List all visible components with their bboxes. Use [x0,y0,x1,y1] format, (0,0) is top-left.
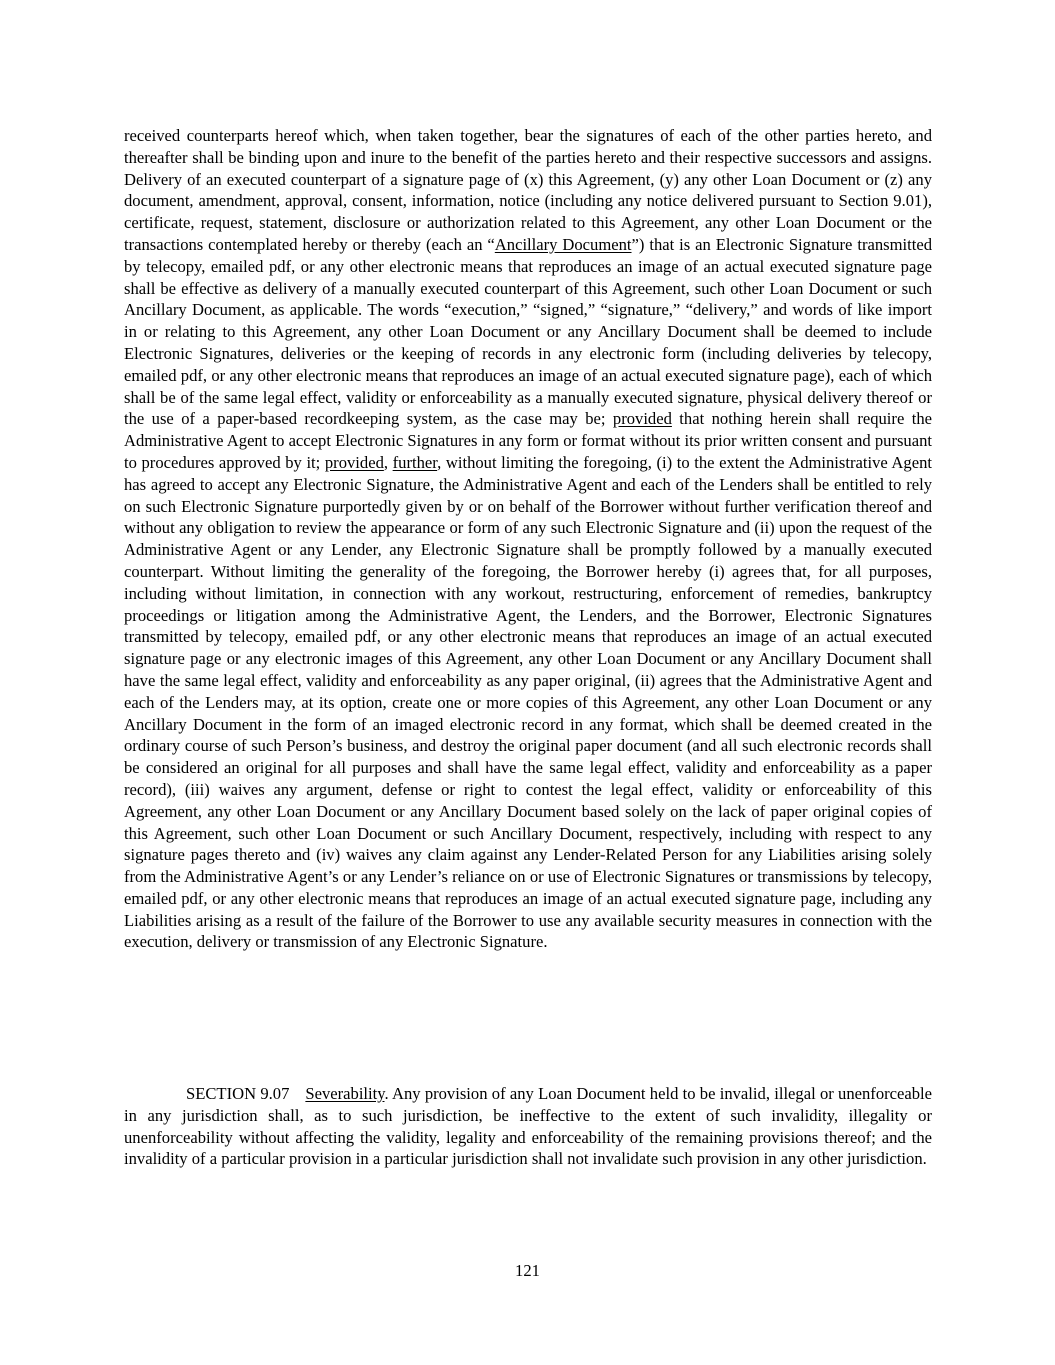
paragraph-text: , without limiting the foregoing, (i) to the extent the Administrative Agent has agreed to accept any Electronic Signature, the Administrative Agent and each of the Lenders shall be entitled to rely on such Electronic Signature purportedly given by or on behalf of the Borrower without further verification thereof and without any obligation to review the appearance or form of any such Electronic Signature and (ii) upon the request of the Administrative Agent or any Lender, any Electronic Signature shall be promptly followed by a manually executed counterpart. Without limiting the generality of the foregoing, the Borrower hereby (i) agrees that, for all purposes, including without limitation, in connection with any workout, restructuring, enforcement of remedies, bankruptcy proceedings or litigation among the Administrative Agent, the Lenders, and the Borrower, Electronic Signatures transmitted by telecopy, emailed pdf, or any other electronic means that reproduces an image of an actual executed signature page or any electronic images of this Agreement, any other Loan Document or any Ancillary Document shall have the same legal effect, validity and enforceability as any paper original, (ii) agrees that the Administrative Agent and each of the Lenders may, at its option, create one or more copies of this Agreement, any other Loan Document or any Ancillary Document in the form of an imaged electronic record in any format, which shall be deemed created in the ordinary course of such Person’s business, and destroy the original paper document (and all such electronic records shall be considered an original for all purposes and shall have the same legal effect, validity and enforceability as a paper record), (iii) waives any argument, defense or right to contest the legal effect, validity or enforceability of this Agreement, any other Loan Document or any Ancillary Document based solely on the lack of paper original copies of this Agreement, such other Loan Document or such Ancillary Document, respectively, including with respect to any signature pages thereto and (iv) waives any claim against any Lender-Related Person for any Liabilities arising solely from the Administrative Agent’s or any Lender’s reliance on or use of Electronic Signatures or transmissions by telecopy, emailed pdf, or any other electronic means that reproduces an image of an actual executed signature page, including any Liabilities arising as a result of the failure of the Borrower to use any available security measures in connection with the execution, delivery or transmission of any Electronic Signature. [124,452,932,952]
proviso-provided: provided [324,452,384,472]
paragraph-text: ”) that is an Electronic Signature transmitted by telecopy, emailed pdf, or any other electronic means that reproduces an image of an actual executed signature page shall be effective as delivery of a manually executed counterpart of this Agreement, such other Loan Document or such Ancillary Document, as applicable. The words “execution,” “signed,” “signature,” “delivery,” and words of like import in or relating to this Agreement, any other Loan Document or any Ancillary Document shall be deemed to include Electronic Signatures, deliveries or the keeping of records in any electronic form (including deliveries by telecopy, emailed pdf, or any other electronic means that reproduces an image of an actual executed signature page), each of which shall be of the same legal effect, validity or enforceability as a manually executed signature, physical delivery thereof or the use of a paper-based recordkeeping system, as the case may be; [124,234,933,429]
proviso-provided: provided [612,409,672,429]
paragraph-text: received counterparts hereof which, when taken together, bear the signatures of each of the other parties hereto, and thereafter shall be binding upon and inure to the benefit of the parties hereto and their respective successors and assigns. Delivery of an executed counterpart of a signature page of (x) this Agreement, (y) any other Loan Document or (z) any document, amendment, approval, consent, information, notice (including any notice delivered pursuant to Section 9.01), certificate, request, statement, disclosure or authorization related to this Agreement, any other Loan Document or the transactions contemplated hereby or thereby (each an “ [124,126,932,254]
paragraph-text: , [383,452,393,472]
section-heading: Severability [305,1084,385,1103]
page-number: 121 [515,1261,540,1280]
proviso-further: further [392,452,438,472]
defined-term-ancillary-document: Ancillary Document [494,234,632,254]
section-text: . Any provision of any Loan Document held to be invalid, illegal or unenforceable in any jurisdiction shall, as to such jurisdiction, be ineffective to the extent of such invalidity, illegality or unenforceability without affecting the validity, legality and enforceability of the remaining provisions thereof; and the invalidity of a particular provision in a particular jurisdiction shall not invalidate such provision in any other jurisdiction. [124,1084,933,1169]
counterparts-paragraph [124,125,932,953]
section-9-07-paragraph [124,1083,932,1170]
paragraph-text: that nothing herein shall require the Administrative Agent to accept Electronic Signatures in any form or format without its prior written consent and pursuant to procedures approved by it; [124,409,932,472]
section-number: SECTION 9.07 [186,1084,290,1103]
